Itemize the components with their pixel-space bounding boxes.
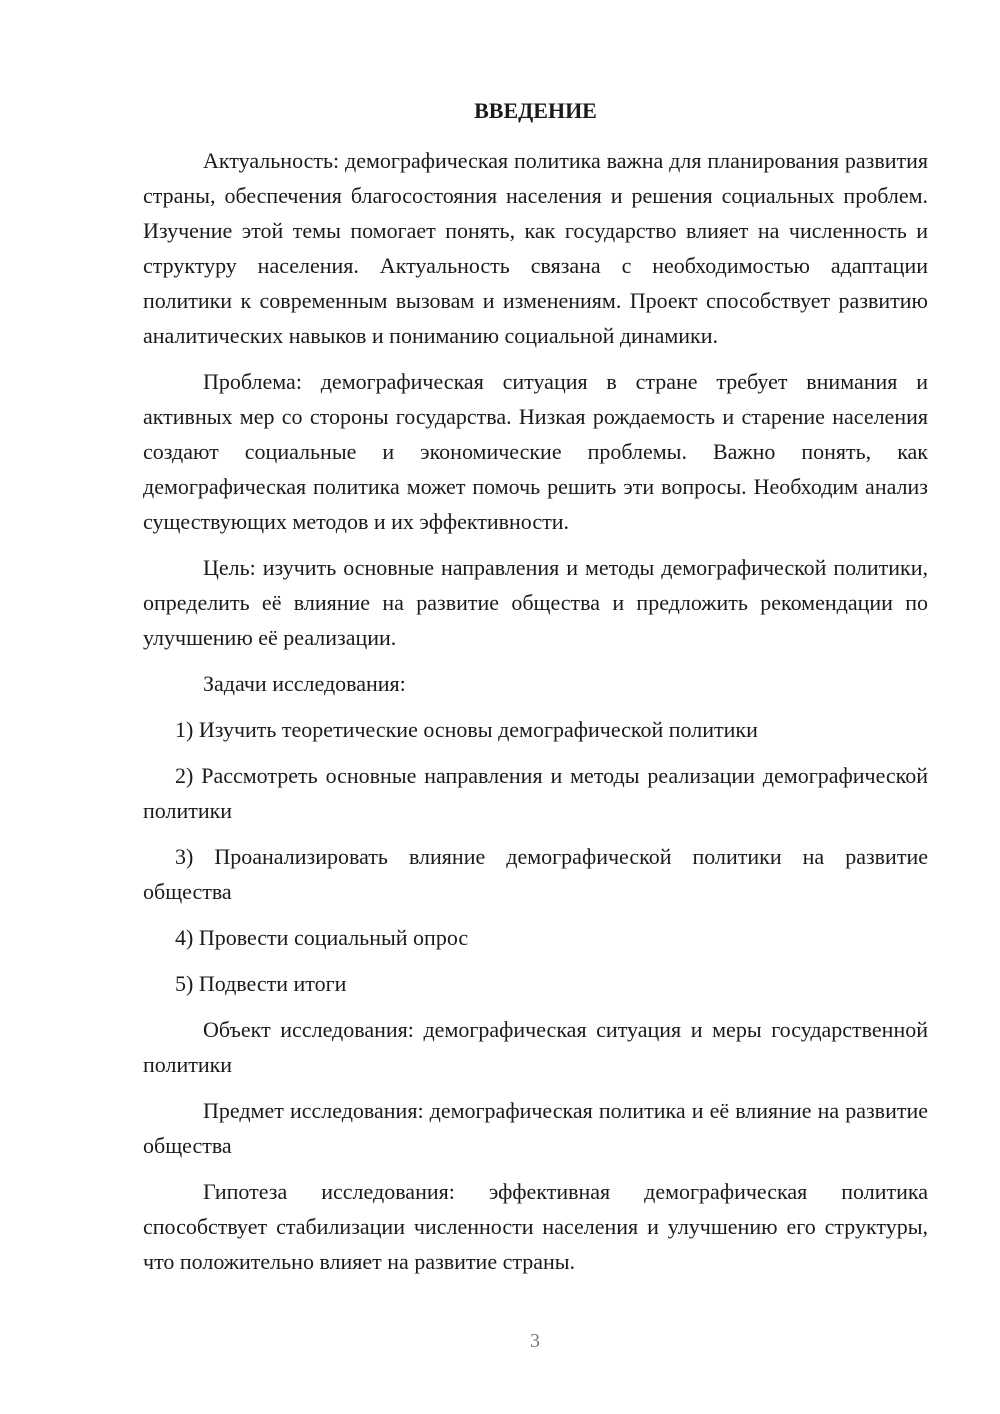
- task-item-5: 5) Подвести итоги: [175, 971, 347, 996]
- document-page: [143, 96, 928, 1290]
- hypothesis-paragraph: Гипотеза исследования: эффективная демографическая политика способствует стабилизации численности населения и улучшению его структуры, что положительно влияет на развитие страны.: [143, 1179, 928, 1274]
- subject-paragraph: Предмет исследования: демографическая политика и её влияние на развитие общества: [143, 1098, 928, 1158]
- tasks-heading: Задачи исследования:: [203, 671, 406, 696]
- page-number: 3: [530, 1330, 540, 1352]
- task-item-2: 2) Рассмотреть основные направления и методы реализации демографической политики: [143, 763, 928, 823]
- problem-paragraph: Проблема: демографическая ситуация в стране требует внимания и активных мер со стороны государства. Низкая рождаемость и старение населения создают социальные и экономические проблемы. Важно понять, как демографическая политика может помочь решить эти вопросы. Необходим анализ существующих методов и их эффективности.: [143, 369, 928, 534]
- goal-paragraph: Цель: изучить основные направления и методы демографической политики, определить её влияние на развитие общества и предложить рекомендации по улучшению её реализации.: [143, 555, 928, 650]
- task-item-3: 3) Проанализировать влияние демографической политики на развитие общества: [143, 844, 928, 904]
- relevance-paragraph: Актуальность: демографическая политика важна для планирования развития страны, обеспечения благосостояния населения и решения социальных проблем. Изучение этой темы помогает понять, как государство влияет на численность и структуру населения. Актуальность связана с необходимостью адаптации политики к современным вызовам и изменениям. Проект способствует развитию аналитических навыков и пониманию социальной динамики.: [143, 148, 928, 348]
- task-item-1: 1) Изучить теоретические основы демографической политики: [175, 717, 758, 742]
- page-title: ВВЕДЕНИЕ: [474, 98, 597, 123]
- task-list: [143, 712, 928, 1001]
- object-paragraph: Объект исследования: демографическая ситуация и меры государственной политики: [143, 1017, 928, 1077]
- task-item-4: 4) Провести социальный опрос: [175, 925, 469, 950]
